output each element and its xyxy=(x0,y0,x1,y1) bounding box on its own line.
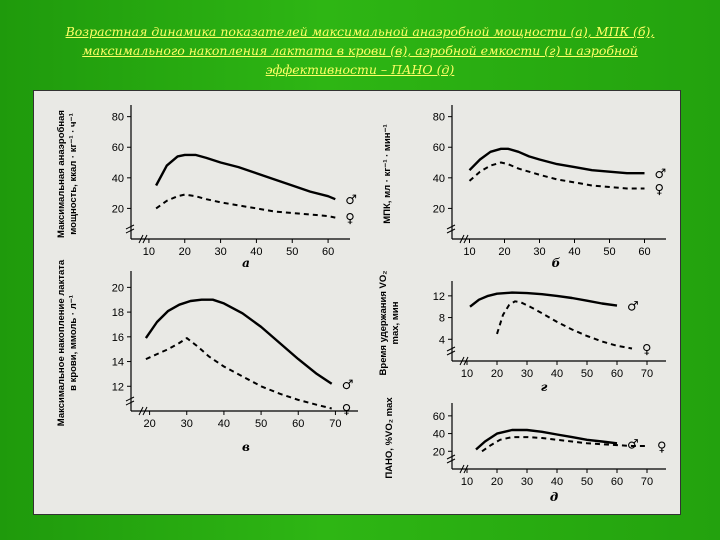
y-tick-label: 12 xyxy=(432,290,445,303)
x-tick-label: 60 xyxy=(638,246,651,258)
series-label: ♂ xyxy=(654,167,667,183)
panel-letter: в xyxy=(242,440,250,454)
x-tick-label: 30 xyxy=(180,418,193,430)
y-tick-label: 20 xyxy=(111,282,124,295)
x-tick-label: 50 xyxy=(286,246,299,258)
y-tick-label: 40 xyxy=(432,428,445,441)
y-tick-label: 80 xyxy=(111,111,124,124)
series-label: ♀ xyxy=(345,211,355,227)
series-label: ♀ xyxy=(657,439,667,455)
x-tick-label: 60 xyxy=(321,246,335,258)
y-tick-label: 14 xyxy=(111,356,124,369)
chart-1 xyxy=(56,105,357,270)
x-tick-label: 50 xyxy=(254,418,268,430)
x-tick-label: 10 xyxy=(463,246,476,258)
x-tick-label: 20 xyxy=(490,476,504,488)
chart-5 xyxy=(384,397,667,504)
x-tick-label: 50 xyxy=(580,476,594,488)
y-axis-label-line: Время удержания VO₂ xyxy=(378,270,389,376)
x-tick-label: 70 xyxy=(329,418,342,430)
x-tick-label: 20 xyxy=(178,246,191,258)
series-line-male xyxy=(470,149,645,173)
y-tick-label: 16 xyxy=(111,331,124,344)
x-tick-label: 20 xyxy=(143,418,156,430)
y-tick-label: 12 xyxy=(111,381,124,394)
x-tick-label: 60 xyxy=(610,368,624,380)
series-line-female xyxy=(482,437,647,451)
y-axis-label: МПК, мл · кг⁻¹ · мин⁻¹ xyxy=(382,124,393,224)
series-label: ♂ xyxy=(627,299,639,315)
series-line-female xyxy=(470,163,645,189)
x-tick-label: 50 xyxy=(580,368,594,380)
series-line-female xyxy=(146,338,332,408)
charts-svg xyxy=(34,91,680,514)
y-tick-label: 4 xyxy=(438,334,445,347)
x-tick-label: 40 xyxy=(250,246,263,258)
x-tick-label: 30 xyxy=(520,476,534,488)
series-line-male xyxy=(470,293,617,307)
y-tick-label: 40 xyxy=(432,172,445,185)
chart-3 xyxy=(56,259,358,454)
y-tick-label: 60 xyxy=(432,410,445,423)
series-line-male xyxy=(476,430,617,450)
x-tick-label: 60 xyxy=(610,476,624,488)
y-axis-label-line: в крови, ммоль · л⁻¹ xyxy=(68,295,79,391)
x-tick-label: 40 xyxy=(217,418,231,430)
x-tick-label: 60 xyxy=(292,418,305,430)
panel-letter: г xyxy=(540,380,548,394)
x-tick-label: 10 xyxy=(142,246,156,258)
y-axis-label-line: мощность, ккал · кг⁻¹ · ч⁻¹ xyxy=(68,113,79,235)
y-axis-label-line: Максимальная анаэробная xyxy=(56,110,67,238)
slide-title-line-2: максимального накопления лактата в крови (в), аэробной емкости (г) и аэробной xyxy=(82,43,638,58)
y-tick-label: 40 xyxy=(111,172,124,185)
y-axis-break xyxy=(126,397,134,405)
x-tick-label: 50 xyxy=(603,246,616,258)
x-tick-label: 40 xyxy=(550,368,564,380)
y-tick-label: 8 xyxy=(438,312,445,325)
y-axis-label xyxy=(378,271,401,376)
y-axis-break xyxy=(447,455,455,463)
chart-4 xyxy=(378,271,666,394)
y-tick-label: 60 xyxy=(111,142,124,155)
panel-letter: б xyxy=(551,256,561,270)
x-tick-label: 30 xyxy=(214,246,227,258)
series-label: ♂ xyxy=(345,193,357,209)
series-line-female xyxy=(497,301,632,348)
series-line-female xyxy=(156,195,335,218)
series-label: ♀ xyxy=(654,182,665,198)
y-tick-label: 20 xyxy=(111,203,124,216)
y-axis-label-line: Максимальное накопление лактата xyxy=(56,259,67,427)
chart-2 xyxy=(382,105,666,270)
x-tick-label: 10 xyxy=(460,368,474,380)
series-label: ♀ xyxy=(642,342,652,358)
panel-letter: а xyxy=(242,256,250,270)
figure-panel xyxy=(33,90,681,515)
slide-title-line-1: Возрастная динамика показателей максимальной анаэробной мощности (а), МПК (б), xyxy=(65,24,655,39)
y-axis-label xyxy=(56,259,79,426)
panel-letter: д xyxy=(549,490,559,504)
y-axis-break xyxy=(447,225,455,233)
x-tick-label: 10 xyxy=(460,476,474,488)
y-axis-break xyxy=(447,347,455,355)
y-tick-label: 18 xyxy=(111,307,124,320)
x-tick-label: 70 xyxy=(640,368,654,380)
x-tick-label: 40 xyxy=(568,246,581,258)
y-axis-label-line: max, мин xyxy=(390,301,401,345)
x-tick-label: 30 xyxy=(520,368,534,380)
x-tick-label: 70 xyxy=(640,476,654,488)
y-axis-label: ПАНО, %VO₂ max xyxy=(384,397,395,479)
x-tick-label: 20 xyxy=(498,246,511,258)
series-line-male xyxy=(156,155,335,199)
x-tick-label: 40 xyxy=(550,476,564,488)
y-axis-label xyxy=(56,110,79,238)
slide-title-line-3: эффективности – ПАНО (д) xyxy=(265,62,455,77)
series-label: ♀ xyxy=(341,402,352,418)
series-label: ♂ xyxy=(627,437,639,453)
y-tick-label: 20 xyxy=(432,446,445,459)
x-tick-label: 30 xyxy=(533,246,546,258)
y-axis-break xyxy=(126,225,134,233)
series-label: ♂ xyxy=(341,377,354,393)
y-tick-label: 20 xyxy=(432,203,445,216)
y-tick-label: 60 xyxy=(432,142,445,155)
series-line-male xyxy=(146,300,332,384)
slide-title xyxy=(20,22,700,79)
y-tick-label: 80 xyxy=(432,111,445,124)
x-tick-label: 20 xyxy=(490,368,504,380)
